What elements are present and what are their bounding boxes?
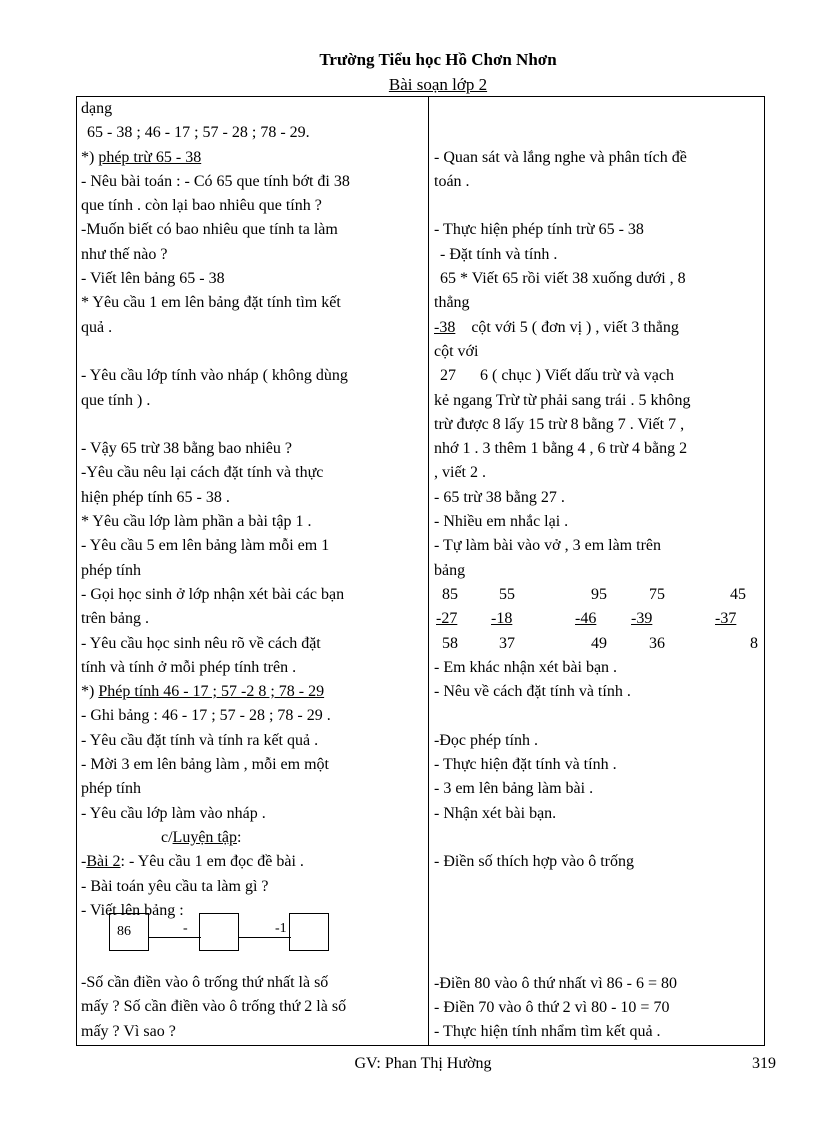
text-line: 27 6 ( chục ) Viết dấu trừ và vạch <box>440 367 675 385</box>
text-line: 65 * Viết 65 rồi viết 38 xuống dưới , 8 <box>440 270 686 288</box>
dash: - <box>81 853 87 871</box>
text-line <box>434 316 762 340</box>
calc-value: 45 <box>730 585 746 603</box>
heading-text: Phép tính 46 - 17 ; 57 -2 8 ; 78 - 29 <box>98 683 325 701</box>
text-line: - Mời 3 em lên bảng làm , mỗi em một <box>81 756 329 774</box>
exercise-text: : - Yêu cầu 1 em đọc đề bài . <box>120 853 304 871</box>
text-line: hiện phép tính 65 - 38 . <box>81 488 230 506</box>
text-line <box>81 850 424 874</box>
calc-value: 95 <box>591 585 607 603</box>
text-line: -Yêu cầu nêu lại cách đặt tính và thực <box>81 464 324 482</box>
calc-value: 85 <box>442 585 458 603</box>
section-heading <box>81 146 424 170</box>
text-line: phép tính <box>81 780 141 798</box>
text-line: thẳng <box>434 294 470 312</box>
calc-row-result <box>434 632 762 656</box>
calc-value: 75 <box>649 585 665 603</box>
calc-value: 37 <box>499 634 515 652</box>
text-line: - Tự làm bài vào vở , 3 em làm trên <box>434 537 661 555</box>
text-line: 65 - 38 ; 46 - 17 ; 57 - 28 ; 78 - 29. <box>87 124 310 142</box>
text-line: - 3 em lên bảng làm bài . <box>434 780 594 798</box>
colon: : <box>236 828 242 846</box>
text-line: kẻ ngang Trừ từ phải sang trái . 5 không <box>434 391 691 409</box>
calc-value: 8 <box>750 634 758 652</box>
text-line: * Yêu cầu 1 em lên bảng đặt tính tìm kết <box>81 294 341 312</box>
text-line: - Yêu cầu 5 em lên bảng làm mỗi em 1 <box>81 537 330 555</box>
text-line: que tính ) . <box>81 391 151 409</box>
class-title <box>0 75 816 95</box>
text-line: - Ghi bảng : 46 - 17 ; 57 - 28 ; 78 - 29 . <box>81 707 331 725</box>
text-line: - Thực hiện tính nhẩm tìm kết quả . <box>434 1023 661 1041</box>
text-line: mấy ? Vì sao ? <box>81 1022 176 1040</box>
exercise-label: Bài 2 <box>86 853 121 871</box>
section-heading <box>81 680 424 704</box>
teacher-name: GV: Phan Thị Hường <box>354 1055 492 1072</box>
text-line: nhớ 1 . 3 thêm 1 bằng 4 , 6 trừ 4 bằng 2 <box>434 440 688 458</box>
text-line: như thế nào ? <box>81 245 168 263</box>
text-line: - Gọi học sinh ở lớp nhận xét bài các bạn <box>81 585 345 603</box>
text-line: -Muốn biết có bao nhiêu que tính ta làm <box>81 221 338 239</box>
heading-text: phép trừ 65 - 38 <box>98 148 202 166</box>
operation-label: -1 <box>275 921 287 937</box>
explanation: cột với 5 ( đơn vị ) , viết 3 thẳng <box>471 318 679 336</box>
text-line: - Thực hiện đặt tính và tính . <box>434 756 617 774</box>
calc-value: -37 <box>715 610 737 628</box>
text-line: -Đọc phép tính . <box>434 731 538 749</box>
calc-value: 58 <box>442 634 458 652</box>
teacher-activities-column <box>81 97 424 1044</box>
calc-value: -18 <box>491 610 513 628</box>
text-line: phép tính <box>81 561 141 579</box>
blank-box <box>199 913 239 951</box>
subtrahend: -38 <box>434 318 456 336</box>
arrow-line <box>149 937 201 938</box>
text-line: - Yêu cầu học sinh nêu rõ về cách đặt <box>81 634 321 652</box>
fill-in-diagram <box>81 923 424 971</box>
text-line: tính và tính ở mỗi phép tính trên . <box>81 658 297 676</box>
start-box: 86 <box>109 913 149 951</box>
text-line: - Yêu cầu lớp làm vào nháp . <box>81 804 266 822</box>
bullet: *) <box>81 683 95 701</box>
text-line: - Yêu cầu lớp tính vào nháp ( không dùng <box>81 367 348 385</box>
column-divider <box>428 97 429 1045</box>
text-line: cột với <box>434 342 479 360</box>
heading-text: Luyện tập <box>172 828 237 846</box>
text-line: - Điền 70 vào ô thứ 2 vì 80 - 10 = 70 <box>434 998 670 1016</box>
text-line: , viết 2 . <box>434 464 486 482</box>
operation-label: - <box>183 921 188 937</box>
text-line: trên bảng . <box>81 610 149 628</box>
text-line: - Nêu về cách đặt tính và tính . <box>434 683 631 701</box>
text-line: que tính . còn lại bao nhiêu que tính ? <box>81 197 322 215</box>
page-number: 319 <box>752 1055 776 1072</box>
text-line: * Yêu cầu lớp làm phần a bài tập 1 . <box>81 513 312 531</box>
blank-box <box>289 913 329 951</box>
bullet: *) <box>81 148 95 166</box>
text-line: quả . <box>81 318 113 336</box>
text-line: mấy ? Số cần điền vào ô trống thứ 2 là số <box>81 998 347 1016</box>
text-line: -Số cần điền vào ô trống thứ nhất là số <box>81 974 329 992</box>
text-line: - Em khác nhận xét bài bạn . <box>434 658 618 676</box>
text-line: toán . <box>434 172 470 190</box>
section-heading <box>81 826 424 850</box>
text-line: bảng <box>434 561 466 579</box>
calc-value: 36 <box>649 634 665 652</box>
text-line: - Nhận xét bài bạn. <box>434 804 557 822</box>
section-letter: c/ <box>161 828 173 846</box>
text-line: - Bài toán yêu cầu ta làm gì ? <box>81 877 269 895</box>
text-line: -Điền 80 vào ô thứ nhất vì 86 - 6 = 80 <box>434 974 677 992</box>
text-line: - 65 trừ 38 bằng 27 . <box>434 488 565 506</box>
calc-value: 55 <box>499 585 515 603</box>
text-line: dạng <box>81 100 113 117</box>
class-title-text: Bài soạn lớp 2 <box>388 75 488 94</box>
calc-value: 49 <box>591 634 607 652</box>
text-line: - Nêu bài toán : - Có 65 que tính bớt đi 38 <box>81 172 350 190</box>
calc-value: -39 <box>631 610 653 628</box>
text-line: - Điền số thích hợp vào ô trống <box>434 853 634 871</box>
calc-value: -27 <box>436 610 458 628</box>
text-line: - Đặt tính và tính . <box>440 245 558 263</box>
text-line: trừ được 8 lấy 15 trừ 8 bằng 7 . Viết 7 , <box>434 415 685 433</box>
text-line: - Nhiều em nhắc lại . <box>434 513 569 531</box>
school-name: Trường Tiểu học Hồ Chơn Nhơn <box>319 50 557 69</box>
calc-row-subtrahend <box>434 607 762 631</box>
text-line: - Vậy 65 trừ 38 bằng bao nhiêu ? <box>81 440 292 458</box>
text-line: - Viết lên bảng 65 - 38 <box>81 270 225 288</box>
calc-row-top <box>434 583 762 607</box>
text-line: - Viết lên bảng : <box>81 901 184 919</box>
text-line: - Thực hiện phép tính trừ 65 - 38 <box>434 221 644 239</box>
text-line: - Quan sát và lắng nghe và phân tích đề <box>434 148 687 166</box>
text-line: - Yêu cầu đặt tính và tính ra kết quả . <box>81 731 319 749</box>
student-activities-column <box>434 97 762 1045</box>
calc-value: -46 <box>575 610 597 628</box>
lesson-table <box>76 96 765 1046</box>
